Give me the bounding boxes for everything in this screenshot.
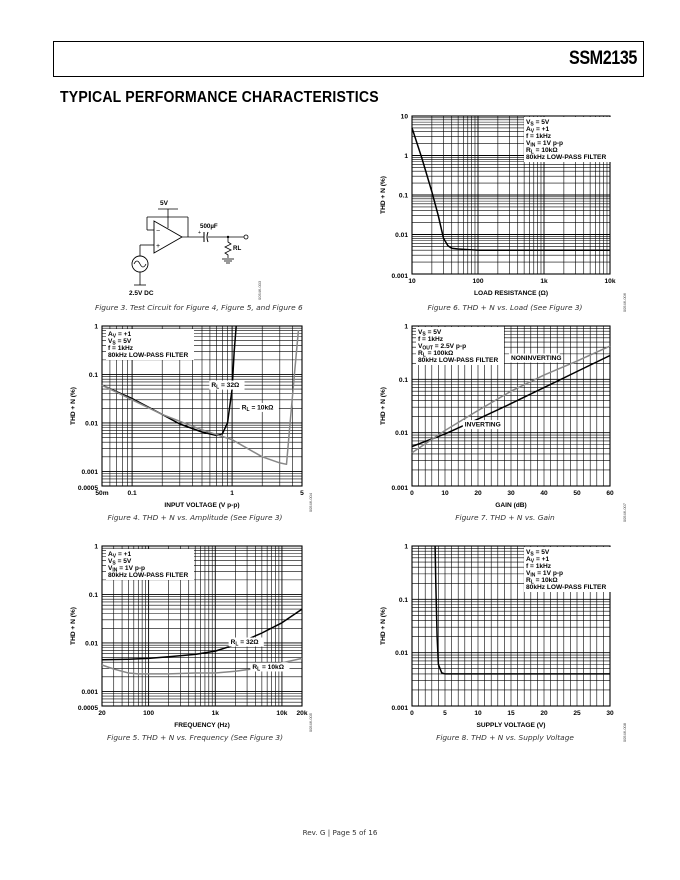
x-tick-label: 0 — [410, 490, 414, 497]
figure5-caption: Figure 5. THD + N vs. Frequency (See Figure 3) — [107, 733, 283, 742]
figure-code: 00546-004 — [308, 493, 313, 513]
y-tick-label: 0.1 — [398, 192, 408, 200]
y-tick-label: 1 — [404, 543, 408, 551]
section-title: TYPICAL PERFORMANCE CHARACTERISTICS — [60, 89, 379, 106]
page-footer: Rev. G | Page 5 of 16 — [302, 828, 378, 837]
legend-entry: f = 1kHz — [526, 563, 552, 570]
figure7-caption: Figure 7. THD + N vs. Gain — [455, 513, 555, 522]
legend-entry: 80kHz LOW-PASS FILTER — [526, 584, 607, 591]
legend-entry: $V_{IN} = 1V$ p-p — [108, 565, 146, 574]
y-tick-label: 0.0005 — [77, 705, 98, 712]
x-tick-label: 40 — [540, 490, 548, 497]
series-annotation: $R_L = 32\Omega$ — [230, 639, 259, 648]
circuit-diagram — [120, 190, 320, 305]
y-tick-label: 0.01 — [85, 420, 98, 428]
y-tick-label: 0.01 — [85, 640, 98, 648]
figure-code: 00546-008 — [622, 723, 627, 743]
figure-code: 00546-005 — [308, 713, 313, 733]
x-tick-label: 50m — [95, 490, 109, 497]
legend-entry: $V_{OUT} = 2.5V$ p-p — [418, 343, 467, 352]
x-tick-label: 100 — [143, 710, 155, 717]
x-axis-label: INPUT VOLTAGE (V p-p) — [164, 502, 240, 509]
legend-entry: $V_S = 5V$ — [526, 549, 550, 558]
figure8-caption: Figure 8. THD + N vs. Supply Voltage — [436, 733, 574, 742]
x-tick-label: 10 — [441, 490, 449, 497]
y-tick-label: 1 — [94, 543, 98, 551]
legend-entry: 80kHz LOW-PASS FILTER — [526, 154, 607, 161]
y-axis-label: THD + N (%) — [70, 387, 77, 425]
legend — [524, 117, 612, 162]
cap-plate — [207, 232, 208, 242]
series-annotation: $R_L = 10k\Omega$ — [241, 404, 274, 413]
x-tick-label: 100 — [472, 278, 484, 285]
legend-entry: $A_V = +1$ — [526, 556, 550, 565]
legend-entry: 80kHz LOW-PASS FILTER — [108, 352, 189, 359]
x-axis-label: FREQUENCY (Hz) — [174, 722, 230, 729]
load-resistor — [225, 237, 231, 258]
x-tick-label: 10k — [276, 710, 288, 717]
legend-entry: $A_V = +1$ — [108, 331, 132, 340]
x-tick-label: 10 — [408, 278, 416, 285]
legend-entry: $V_{IN} = 1V$ p-p — [526, 140, 564, 149]
x-tick-label: 20 — [540, 710, 548, 717]
x-tick-label: 20k — [296, 710, 308, 717]
cap-label: 500µF — [200, 223, 218, 230]
figure4-caption: Figure 4. THD + N vs. Amplitude (See Figure 3) — [107, 513, 283, 522]
y-tick-label: 1 — [404, 153, 408, 160]
x-tick-label: 30 — [507, 490, 515, 497]
part-number: SSM2135 — [569, 48, 637, 69]
header-box — [53, 41, 644, 77]
y-tick-label: 0.1 — [398, 376, 408, 384]
figure-code: 00546-006 — [622, 293, 627, 313]
legend-entry: 80kHz LOW-PASS FILTER — [108, 572, 189, 579]
fig5-plot — [60, 538, 320, 733]
x-tick-label: 10 — [474, 710, 482, 717]
x-tick-label: 20 — [98, 710, 106, 717]
circuit-figure — [120, 190, 320, 305]
x-tick-label: 5 — [300, 490, 304, 497]
y-axis-label: THD + N (%) — [70, 607, 77, 645]
legend-entry: $R_L = 10k\Omega$ — [526, 147, 558, 156]
legend-entry: f = 1kHz — [526, 133, 552, 140]
x-tick-label: 1 — [230, 490, 234, 497]
y-tick-label: 0.001 — [391, 705, 408, 712]
x-tick-label: 50 — [573, 490, 581, 497]
x-tick-label: 10k — [604, 278, 616, 285]
supply-label: 5V — [160, 200, 168, 207]
legend-entry: $V_{IN} = 1V$ p-p — [526, 570, 564, 579]
legend-entry: $R_L = 100k\Omega$ — [418, 350, 454, 359]
output-terminal — [244, 235, 248, 239]
y-axis-label: THD + N (%) — [380, 607, 387, 645]
y-tick-label: 0.1 — [88, 591, 98, 599]
opamp-plus: + — [156, 243, 161, 250]
figure-code: 00546-007 — [622, 503, 627, 523]
series-annotation: INVERTING — [464, 421, 501, 429]
x-tick-label: 1k — [211, 710, 219, 717]
legend-entry: $A_V = +1$ — [526, 126, 550, 135]
legend-entry: f = 1kHz — [418, 336, 444, 343]
x-tick-label: 25 — [573, 710, 581, 717]
figure6-caption: Figure 6. THD + N vs. Load (See Figure 3) — [427, 303, 583, 312]
legend-entry: $V_S = 5V$ — [418, 329, 442, 338]
cap-plus: + — [198, 230, 201, 236]
x-tick-label: 0 — [410, 710, 414, 717]
figure3-caption: Figure 3. Test Circuit for Figure 4, Figure 5, and Figure 6 — [95, 303, 303, 312]
fig4-chart — [60, 318, 320, 513]
fig4-plot — [60, 318, 320, 513]
legend-entry: $V_S = 5V$ — [526, 119, 550, 128]
y-tick-label: 10 — [400, 113, 408, 121]
y-tick-label: 0.001 — [81, 688, 98, 696]
series-annotation: $R_L = 10k\Omega$ — [252, 663, 284, 673]
legend-entry: f = 1kHz — [108, 345, 134, 352]
opamp-minus: − — [156, 228, 161, 235]
x-axis-label: GAIN (dB) — [495, 502, 527, 509]
legend-entry: $A_V = +1$ — [108, 551, 132, 560]
x-tick-label: 15 — [507, 710, 515, 717]
x-tick-label: 60 — [606, 490, 614, 497]
y-tick-label: 1 — [94, 323, 98, 331]
figure-code: 00546-003 — [257, 280, 262, 300]
y-tick-label: 0.001 — [391, 273, 408, 280]
y-tick-label: 1 — [404, 323, 408, 331]
y-axis-label: THD + N (%) — [380, 176, 387, 214]
y-tick-label: 0.001 — [81, 468, 98, 476]
y-tick-label: 0.001 — [391, 485, 408, 492]
x-tick-label: 0.1 — [127, 490, 137, 497]
legend-entry: $R_L = 10k\Omega$ — [526, 577, 558, 586]
series-line — [102, 609, 302, 660]
x-axis-label: LOAD RESISTANCE (Ω) — [473, 290, 549, 297]
fig5-chart — [60, 538, 320, 733]
y-tick-label: 0.01 — [395, 232, 408, 239]
y-tick-label: 0.0005 — [77, 485, 98, 492]
legend — [416, 327, 504, 365]
y-tick-label: 0.01 — [395, 650, 408, 658]
y-axis-label: THD + N (%) — [380, 387, 387, 425]
series-annotation: $R_L = 32\Omega$ — [211, 382, 240, 391]
legend — [524, 547, 612, 592]
legend-entry: $V_S = 5V$ — [108, 558, 132, 567]
legend-entry: 80kHz LOW-PASS FILTER — [418, 357, 499, 364]
x-tick-label: 1k — [540, 278, 548, 285]
y-tick-label: 0.01 — [395, 430, 408, 438]
bias-label: 2.5V DC — [129, 290, 154, 297]
legend — [106, 549, 194, 580]
load-label: RL — [233, 245, 242, 252]
legend-entry: $V_S = 5V$ — [108, 338, 132, 347]
x-tick-label: 30 — [606, 710, 614, 717]
series-annotation: NONINVERTING — [511, 355, 562, 363]
x-tick-label: 20 — [474, 490, 482, 497]
y-tick-label: 0.1 — [88, 371, 98, 379]
y-tick-label: 0.1 — [398, 596, 408, 604]
x-axis-label: SUPPLY VOLTAGE (V) — [476, 722, 546, 729]
x-tick-label: 5 — [443, 710, 447, 717]
legend — [106, 329, 194, 360]
